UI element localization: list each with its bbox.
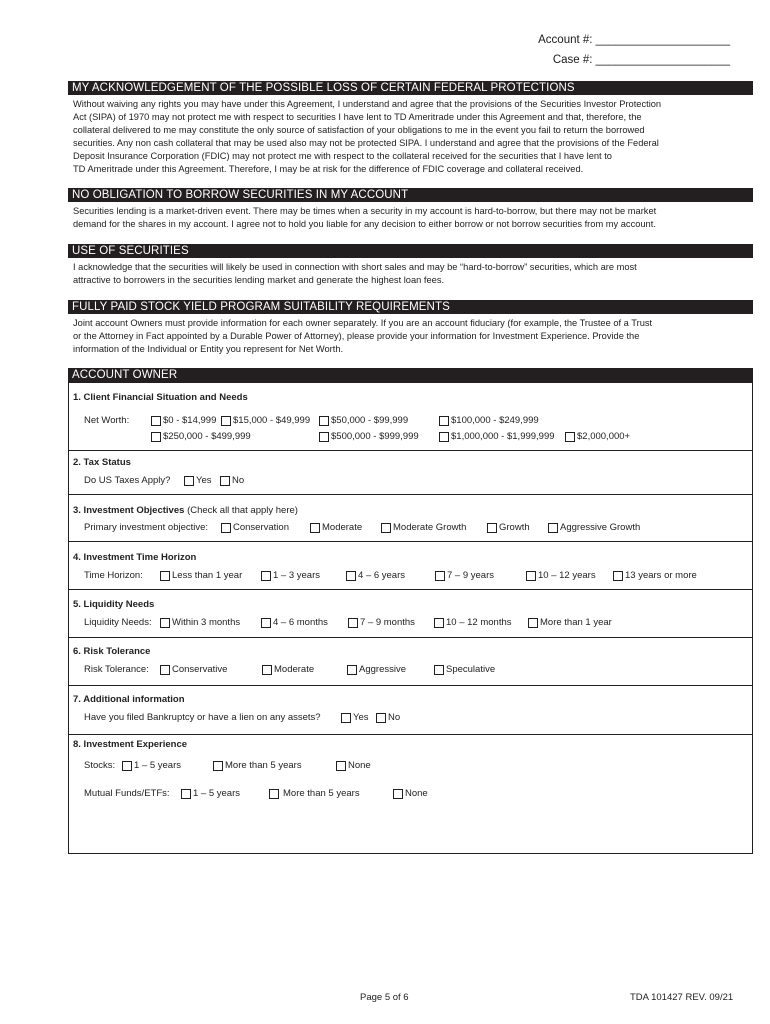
risk-checkbox[interactable] bbox=[262, 665, 272, 675]
experience-heading: 8. Investment Experience bbox=[73, 739, 188, 750]
acknowledgement-text bbox=[73, 98, 748, 176]
liquidity-checkbox[interactable] bbox=[348, 618, 358, 628]
text-line: demand for the shares in my account. I agree not to hold you liable for any decision to either borrow or not borrow securities from my account. bbox=[73, 219, 656, 229]
net-worth-option: $100,000 - $249,999 bbox=[451, 415, 539, 426]
net-worth-checkbox[interactable] bbox=[565, 432, 575, 442]
account-number-field[interactable]: Account #: _____________________ bbox=[538, 34, 730, 46]
objective-checkbox[interactable] bbox=[221, 523, 231, 533]
page-number: Page 5 of 6 bbox=[360, 992, 409, 1003]
objective-option: Growth bbox=[499, 522, 530, 533]
bankruptcy-no-checkbox[interactable] bbox=[376, 713, 386, 723]
no-obligation-text bbox=[73, 205, 748, 231]
liquidity-checkbox[interactable] bbox=[434, 618, 444, 628]
text-line: TD Ameritrade under this Agreement. Therefore, I may be at risk for the difference of FDIC coverage and collateral received. bbox=[73, 164, 584, 174]
liquidity-checkbox[interactable] bbox=[528, 618, 538, 628]
horizon-label: Time Horizon: bbox=[84, 570, 143, 581]
net-worth-option: $50,000 - $99,999 bbox=[331, 415, 409, 426]
divider bbox=[68, 685, 753, 686]
tax-yes-checkbox[interactable] bbox=[184, 476, 194, 486]
liquidity-label: Liquidity Needs: bbox=[84, 617, 152, 628]
divider bbox=[68, 494, 753, 495]
text-line: attractive to borrowers in the securities lending market and generate the highest loan fees. bbox=[73, 275, 445, 285]
case-number-field[interactable]: Case #: _____________________ bbox=[552, 54, 730, 66]
net-worth-checkbox[interactable] bbox=[151, 416, 161, 426]
stocks-option: 1 – 5 years bbox=[134, 760, 181, 771]
net-worth-checkbox[interactable] bbox=[221, 416, 231, 426]
suitability-heading: FULLY PAID STOCK YIELD PROGRAM SUITABILITY REQUIREMENTS bbox=[68, 300, 753, 314]
bankruptcy-yes-checkbox[interactable] bbox=[341, 713, 351, 723]
objective-option: Moderate Growth bbox=[393, 522, 467, 533]
text-line: Deposit Insurance Corporation (FDIC) may not protect me with respect to the collateral received for the securities that I have lent to bbox=[73, 151, 612, 161]
liquidity-option: More than 1 year bbox=[540, 617, 612, 628]
net-worth-option: $0 - $14,999 bbox=[163, 415, 217, 426]
stocks-label: Stocks: bbox=[84, 760, 116, 771]
text-line: Securities lending is a market-driven event. There may be times when a security in my account is hard-to-borrow, but there may not be market bbox=[73, 206, 657, 216]
text-line: information of the Individual or Entity you represent for Net Worth. bbox=[73, 344, 344, 354]
funds-label: Mutual Funds/ETFs: bbox=[84, 788, 170, 799]
net-worth-option: $1,000,000 - $1,999,999 bbox=[451, 431, 555, 442]
horizon-checkbox[interactable] bbox=[435, 571, 445, 581]
divider bbox=[68, 541, 753, 542]
objective-option: Aggressive Growth bbox=[560, 522, 641, 533]
risk-option: Speculative bbox=[446, 664, 496, 675]
divider bbox=[68, 734, 753, 735]
divider bbox=[68, 589, 753, 590]
text-line: securities. Any non cash collateral that may be used also may not be protected SIPA. I understand and agree that the provisions of the Federal bbox=[73, 138, 659, 148]
liquidity-option: Within 3 months bbox=[172, 617, 241, 628]
net-worth-checkbox[interactable] bbox=[151, 432, 161, 442]
risk-checkbox[interactable] bbox=[347, 665, 357, 675]
liquidity-option: 10 – 12 months bbox=[446, 617, 512, 628]
text-line: I acknowledge that the securities will likely be used in connection with short sales and may be “hard-to-borrow” securities, which are most bbox=[73, 262, 637, 272]
funds-checkbox[interactable] bbox=[393, 789, 403, 799]
objective-checkbox[interactable] bbox=[381, 523, 391, 533]
objective-checkbox[interactable] bbox=[487, 523, 497, 533]
horizon-checkbox[interactable] bbox=[160, 571, 170, 581]
form-id: TDA 101427 REV. 09/21 bbox=[630, 992, 734, 1003]
funds-option: None bbox=[405, 788, 428, 799]
objective-checkbox[interactable] bbox=[548, 523, 558, 533]
no-obligation-heading: NO OBLIGATION TO BORROW SECURITIES IN MY ACCOUNT bbox=[68, 188, 753, 202]
objectives-label: Primary investment objective: bbox=[84, 522, 209, 533]
tax-no-label: No bbox=[232, 475, 245, 486]
horizon-checkbox[interactable] bbox=[261, 571, 271, 581]
funds-option: 1 – 5 years bbox=[193, 788, 240, 799]
liquidity-checkbox[interactable] bbox=[261, 618, 271, 628]
horizon-option: 1 – 3 years bbox=[273, 570, 320, 581]
objective-option: Conservation bbox=[233, 522, 289, 533]
horizon-option: 7 – 9 years bbox=[447, 570, 494, 581]
objective-checkbox[interactable] bbox=[310, 523, 320, 533]
tax-question: Do US Taxes Apply? bbox=[84, 475, 171, 486]
funds-checkbox[interactable] bbox=[269, 789, 279, 799]
stocks-checkbox[interactable] bbox=[213, 761, 223, 771]
horizon-heading: 4. Investment Time Horizon bbox=[73, 552, 197, 563]
horizon-checkbox[interactable] bbox=[526, 571, 536, 581]
horizon-checkbox[interactable] bbox=[346, 571, 356, 581]
horizon-option: 4 – 6 years bbox=[358, 570, 405, 581]
risk-option: Conservative bbox=[172, 664, 228, 675]
liquidity-option: 7 – 9 months bbox=[360, 617, 415, 628]
funds-option: More than 5 years bbox=[283, 788, 360, 799]
suitability-text bbox=[73, 317, 748, 356]
stocks-option: None bbox=[348, 760, 371, 771]
objectives-heading-text: 3. Investment Objectives bbox=[73, 505, 185, 516]
liquidity-checkbox[interactable] bbox=[160, 618, 170, 628]
stocks-checkbox[interactable] bbox=[336, 761, 346, 771]
horizon-option: Less than 1 year bbox=[172, 570, 243, 581]
liquidity-heading: 5. Liquidity Needs bbox=[73, 599, 155, 610]
net-worth-checkbox[interactable] bbox=[319, 416, 329, 426]
funds-checkbox[interactable] bbox=[181, 789, 191, 799]
use-of-securities-heading: USE OF SECURITIES bbox=[68, 244, 753, 258]
text-line: Without waiving any rights you may have under this Agreement, I understand and agree that the provisions of the Securities Investor Protection bbox=[73, 99, 662, 109]
text-line: or the Attorney in Fact appointed by a Durable Power of Attorney), please provide your information for Investment Experience. Provide the bbox=[73, 331, 640, 341]
net-worth-option: $2,000,000+ bbox=[577, 431, 631, 442]
stocks-option: More than 5 years bbox=[225, 760, 302, 771]
divider bbox=[68, 637, 753, 638]
net-worth-label: Net Worth: bbox=[84, 415, 130, 426]
acknowledgement-heading: MY ACKNOWLEDGEMENT OF THE POSSIBLE LOSS OF CERTAIN FEDERAL PROTECTIONS bbox=[68, 81, 753, 95]
bankruptcy-yes-label: Yes bbox=[353, 712, 369, 723]
objectives-heading bbox=[73, 505, 298, 516]
risk-checkbox[interactable] bbox=[160, 665, 170, 675]
horizon-checkbox[interactable] bbox=[613, 571, 623, 581]
risk-heading: 6. Risk Tolerance bbox=[73, 646, 151, 657]
horizon-option: 10 – 12 years bbox=[538, 570, 596, 581]
objectives-note: (Check all that apply here) bbox=[187, 505, 298, 516]
text-line: collateral delivered to me may constitute the only source of satisfaction of your obligations to me in the event you fail to return the borrowed bbox=[73, 125, 645, 135]
risk-label: Risk Tolerance: bbox=[84, 664, 149, 675]
objective-option: Moderate bbox=[322, 522, 363, 533]
additional-heading: 7. Additional information bbox=[73, 694, 185, 705]
divider bbox=[68, 450, 753, 451]
text-line: Joint account Owners must provide information for each owner separately. If you are an account fiduciary (for example, the Trustee of a Trust bbox=[73, 318, 653, 328]
text-line: Act (SIPA) of 1970 may not protect me with respect to securities I have lent to TD Ameritrade under this Agreement and that, therefore, the bbox=[73, 112, 642, 122]
tax-heading: 2. Tax Status bbox=[73, 457, 131, 468]
bankruptcy-question: Have you filed Bankruptcy or have a lien on any assets? bbox=[84, 712, 321, 723]
risk-option: Moderate bbox=[274, 664, 315, 675]
net-worth-checkbox[interactable] bbox=[439, 416, 449, 426]
net-worth-option: $15,000 - $49,999 bbox=[233, 415, 311, 426]
use-of-securities-text bbox=[73, 261, 748, 287]
tax-yes-label: Yes bbox=[196, 475, 212, 486]
risk-checkbox[interactable] bbox=[434, 665, 444, 675]
net-worth-option: $250,000 - $499,999 bbox=[163, 431, 251, 442]
account-owner-heading: ACCOUNT OWNER bbox=[68, 368, 753, 382]
bankruptcy-no-label: No bbox=[388, 712, 401, 723]
risk-option: Aggressive bbox=[359, 664, 406, 675]
tax-no-checkbox[interactable] bbox=[220, 476, 230, 486]
stocks-checkbox[interactable] bbox=[122, 761, 132, 771]
horizon-option: 13 years or more bbox=[625, 570, 697, 581]
liquidity-option: 4 – 6 months bbox=[273, 617, 328, 628]
net-worth-checkbox[interactable] bbox=[319, 432, 329, 442]
financial-heading: 1. Client Financial Situation and Needs bbox=[73, 392, 248, 403]
net-worth-option: $500,000 - $999,999 bbox=[331, 431, 419, 442]
net-worth-checkbox[interactable] bbox=[439, 432, 449, 442]
